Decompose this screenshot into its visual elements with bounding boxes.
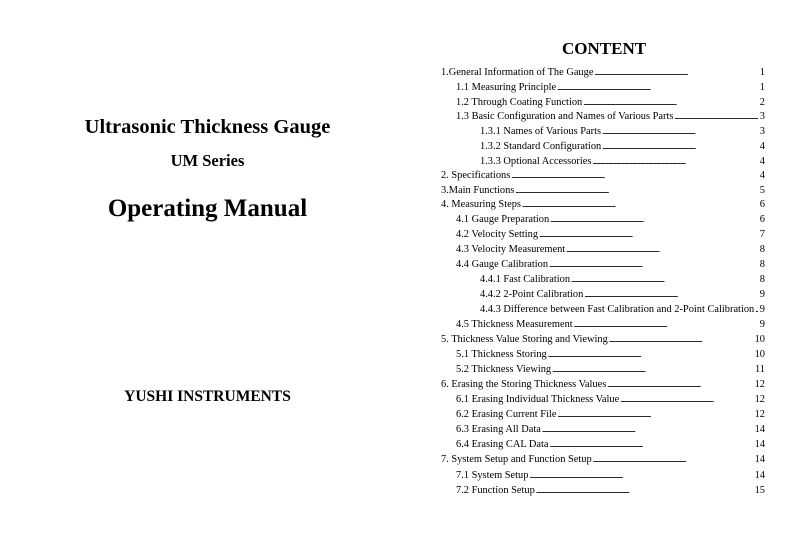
toc-entry[interactable] bbox=[441, 333, 765, 347]
toc-entry-title: 4.1 Gauge Preparation bbox=[456, 214, 550, 225]
toc-entry[interactable] bbox=[456, 348, 765, 362]
toc-leader-dots bbox=[548, 348, 754, 362]
toc-leader-dots bbox=[549, 258, 758, 272]
toc-leader-dots bbox=[571, 273, 758, 287]
toc-entry[interactable] bbox=[480, 155, 765, 169]
toc-leader-dots bbox=[552, 363, 754, 377]
toc-entry[interactable] bbox=[480, 273, 765, 287]
toc-entry-page: 4 bbox=[759, 170, 765, 181]
toc-leader-dots bbox=[529, 469, 753, 483]
toc-entry[interactable] bbox=[456, 408, 765, 422]
toc-entry[interactable] bbox=[441, 66, 765, 80]
toc-entry-title: 6.2 Erasing Current File bbox=[456, 409, 557, 420]
toc-entry[interactable] bbox=[441, 453, 765, 467]
toc-entry-title: 6.3 Erasing All Data bbox=[456, 424, 541, 435]
toc-entry[interactable] bbox=[456, 318, 765, 332]
toc-entry-title: 4.4.1 Fast Calibration bbox=[480, 274, 571, 285]
toc-entry[interactable] bbox=[456, 81, 765, 95]
toc-entry-page: 9 bbox=[759, 304, 765, 315]
toc-leader-dots bbox=[602, 140, 758, 154]
toc-entry-title: 1.1 Measuring Principle bbox=[456, 82, 557, 93]
toc-entry-page: 8 bbox=[759, 244, 765, 255]
toc-entry-page: 8 bbox=[759, 274, 765, 285]
toc-entry-title: 3.Main Functions bbox=[441, 185, 515, 196]
toc-entry[interactable] bbox=[456, 110, 765, 124]
toc-entry[interactable] bbox=[456, 469, 765, 483]
toc-entry-title: 4.3 Velocity Measurement bbox=[456, 244, 566, 255]
toc-entry-page: 15 bbox=[754, 485, 765, 496]
toc-entry[interactable] bbox=[480, 140, 765, 154]
toc-leader-dots bbox=[584, 288, 758, 302]
toc-entry-page: 3 bbox=[759, 111, 765, 122]
toc-entry-title: 4.4.3 Difference between Fast Calibration and 2-Point Calibration bbox=[480, 304, 755, 315]
toc-leader-dots bbox=[593, 453, 754, 467]
toc-entry-page: 14 bbox=[754, 470, 765, 481]
operating-manual-heading: Operating Manual bbox=[107, 195, 308, 222]
toc-entry-title: 5.1 Thickness Storing bbox=[456, 349, 547, 360]
toc-entry[interactable] bbox=[456, 423, 765, 437]
toc-leader-dots bbox=[607, 378, 753, 392]
toc-entry[interactable] bbox=[456, 213, 765, 227]
toc-entry-page: 6 bbox=[759, 199, 765, 210]
toc-entry-page: 9 bbox=[759, 319, 765, 330]
toc-leader-dots bbox=[602, 125, 758, 139]
toc-entry[interactable] bbox=[456, 363, 765, 377]
toc-entry-title: 1.3 Basic Configuration and Names of Various Parts bbox=[456, 111, 674, 122]
toc-leader-dots bbox=[536, 484, 754, 498]
toc-entry[interactable] bbox=[441, 184, 765, 198]
toc-entry-page: 12 bbox=[754, 409, 765, 420]
toc-leader-dots bbox=[511, 169, 758, 183]
toc-entry[interactable] bbox=[456, 243, 765, 257]
toc-entry-page: 12 bbox=[754, 379, 765, 390]
toc-entry-title: 4.5 Thickness Measurement bbox=[456, 319, 573, 330]
toc-leader-dots bbox=[592, 155, 758, 169]
toc-entry-title: 1.3.2 Standard Configuration bbox=[480, 141, 602, 152]
toc-entry-title: 6. Erasing the Storing Thickness Values bbox=[441, 379, 607, 390]
toc-entry-page: 2 bbox=[759, 97, 765, 108]
toc-leader-dots bbox=[620, 393, 753, 407]
toc-leader-dots bbox=[539, 228, 758, 242]
toc-entry-title: 6.4 Erasing CAL Data bbox=[456, 439, 549, 450]
company-name: YUSHI INSTRUMENTS bbox=[124, 388, 291, 405]
toc-entry-page: 14 bbox=[754, 454, 765, 465]
toc-entry-page: 1 bbox=[759, 67, 765, 78]
toc-entry[interactable] bbox=[441, 198, 765, 212]
toc-entry-page: 4 bbox=[759, 156, 765, 167]
toc-entry-title: 5. Thickness Value Storing and Viewing bbox=[441, 334, 608, 345]
toc-entry-page: 7 bbox=[759, 229, 765, 240]
toc-leader-dots bbox=[566, 243, 758, 257]
toc-leader-dots bbox=[515, 184, 758, 198]
toc-entry[interactable] bbox=[441, 378, 765, 392]
toc-entry-title: 4.2 Velocity Setting bbox=[456, 229, 539, 240]
toc-leader-dots bbox=[574, 318, 758, 332]
toc-entry-title: 4.4.2 2-Point Calibration bbox=[480, 289, 584, 300]
toc-entry-page: 4 bbox=[759, 141, 765, 152]
toc-entry-page: 8 bbox=[759, 259, 765, 270]
toc-entry[interactable] bbox=[456, 438, 765, 452]
toc-entry-page: 10 bbox=[754, 349, 765, 360]
toc-leader-dots bbox=[550, 438, 754, 452]
toc-entry-title: 1.3.1 Names of Various Parts bbox=[480, 126, 602, 137]
toc-entry-title: 6.1 Erasing Individual Thickness Value bbox=[456, 394, 620, 405]
toc-entry[interactable] bbox=[480, 303, 765, 317]
toc-entry-title: 1.2 Through Coating Function bbox=[456, 97, 583, 108]
toc-entry[interactable] bbox=[480, 288, 765, 302]
toc-entry[interactable] bbox=[456, 258, 765, 272]
toc-entry-page: 10 bbox=[754, 334, 765, 345]
toc-entry[interactable] bbox=[456, 96, 765, 110]
toc-entry-title: 7.1 System Setup bbox=[456, 470, 529, 481]
toc-entry-page: 3 bbox=[759, 126, 765, 137]
toc-entry-title: 7.2 Function Setup bbox=[456, 485, 535, 496]
toc-entry[interactable] bbox=[441, 169, 765, 183]
toc-entry-page: 9 bbox=[759, 289, 765, 300]
toc-entry-page: 1 bbox=[759, 82, 765, 93]
toc-heading: CONTENT bbox=[562, 39, 647, 58]
toc-entry[interactable] bbox=[456, 228, 765, 242]
toc-leader-dots bbox=[609, 333, 754, 347]
toc-entry-page: 6 bbox=[759, 214, 765, 225]
toc-entry[interactable] bbox=[456, 393, 765, 407]
toc-entry-page: 12 bbox=[754, 394, 765, 405]
toc-leader-dots bbox=[583, 96, 758, 110]
toc-leader-dots bbox=[557, 81, 758, 95]
toc-entry-page: 11 bbox=[754, 364, 765, 375]
toc-entry[interactable] bbox=[456, 484, 765, 498]
toc-entry-title: 4.4 Gauge Calibration bbox=[456, 259, 549, 270]
toc-leader-dots bbox=[755, 303, 758, 317]
toc-entry-title: 7. System Setup and Function Setup bbox=[441, 454, 592, 465]
toc-leader-dots bbox=[550, 213, 758, 227]
toc-leader-dots bbox=[674, 110, 758, 124]
toc-leader-dots bbox=[522, 198, 758, 212]
manual-title: Ultrasonic Thickness Gauge bbox=[84, 116, 331, 138]
toc-entry-title: 1.General Information of The Gauge bbox=[441, 67, 594, 78]
toc-entry-title: 4. Measuring Steps bbox=[441, 199, 521, 210]
series-label: UM Series bbox=[170, 151, 245, 170]
toc-entry-title: 1.3.3 Optional Accessories bbox=[480, 156, 592, 167]
toc-entry-title: 5.2 Thickness Viewing bbox=[456, 364, 552, 375]
toc-entry-title: 2. Specifications bbox=[441, 170, 511, 181]
toc-leader-dots bbox=[557, 408, 753, 422]
toc-entry-page: 14 bbox=[754, 424, 765, 435]
toc-leader-dots bbox=[542, 423, 754, 437]
toc-leader-dots bbox=[594, 66, 758, 80]
toc-entry[interactable] bbox=[480, 125, 765, 139]
toc-entry-page: 14 bbox=[754, 439, 765, 450]
toc-entry-page: 5 bbox=[759, 185, 765, 196]
